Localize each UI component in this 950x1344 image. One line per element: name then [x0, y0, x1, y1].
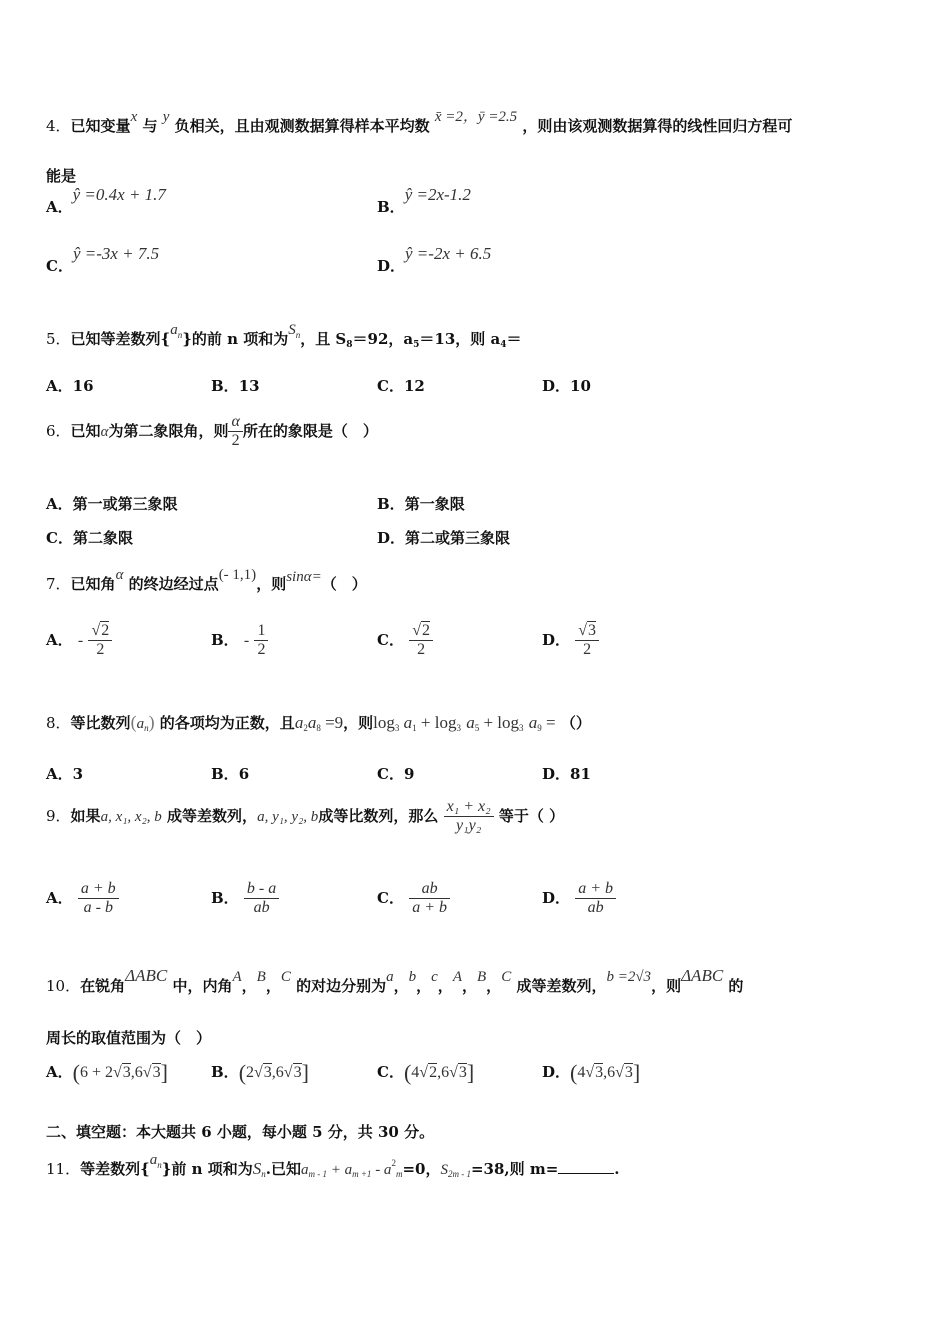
q7-option-a[interactable]: A． - $\frac{√2}{2}$ — [46, 622, 112, 660]
q5-option-d[interactable]: D．10 — [542, 377, 591, 395]
q6-option-c[interactable]: C．第二象限 — [46, 529, 133, 547]
q7-option-d[interactable]: D． $\frac{√3}{2}$ — [542, 622, 599, 660]
q4-option-a[interactable]: A．ŷ =0.4x + 1.7 — [46, 185, 166, 216]
q9-option-d[interactable]: D． $\frac{a + b}{ab}$ — [542, 880, 616, 918]
question-5: 5．已知等差数列$\{a^n\}$的前 n 项和为$S^n$，且 $S_8=92$，$a_5=13$，则 $a_4=$ — [46, 322, 522, 350]
question-4: 4．已知变量x 与 y 负相关，且由观测数据算得样本平均数 x̄ =2，ȳ =2.5 ，则由该观测数据算得的线性回归方程可 — [46, 109, 793, 135]
question-10: 10．在锐角ΔABC 中，内角A，B，C 的对边分别为a，b，c，A，B，C 成等差数列，b =2√3，则ΔABC 的 — [46, 966, 744, 995]
alpha-over-two: $\frac{\alpha}{2}$ — [228, 413, 242, 451]
point-coords: (- 1,1) — [218, 567, 257, 583]
q7-option-b[interactable]: B． - $\frac{1}{2}$ — [211, 622, 268, 660]
question-6: 6．已知α为第二象限角，则 $\frac{\alpha}{2}$ 所在的象限是（ ） — [46, 413, 378, 450]
q4-option-d[interactable]: D．ŷ =-2x + 6.5 — [377, 244, 492, 275]
question-9: 9．如果a, x₁, x₂, b 成等差数列，a, y₁, y₂, b成等比数列，那么 $\frac{\text{x₁ + x₂}}{\text{y₁y₂}}$ 等于（ ） — [46, 798, 565, 835]
q10-option-b[interactable]: B．(2√3,6√3] — [211, 1060, 309, 1085]
q8-option-c[interactable]: C．9 — [377, 765, 415, 783]
q5-option-a[interactable]: A．16 — [46, 377, 94, 395]
q6-option-b[interactable]: B．第一象限 — [377, 495, 465, 513]
q9-option-a[interactable]: A． $\frac{a + b}{a - b}$ — [46, 880, 119, 918]
q5-option-b[interactable]: B．13 — [211, 377, 260, 395]
q7-option-c[interactable]: C． $\frac{√2}{2}$ — [377, 622, 433, 660]
sample-means: x̄ =2，ȳ =2.5 — [434, 109, 518, 125]
q8-option-a[interactable]: A．3 — [46, 765, 84, 783]
answer-blank[interactable] — [558, 1173, 614, 1174]
question-4-cont: 能是 — [46, 167, 77, 185]
q9-option-b[interactable]: B． $\frac{b - a}{ab}$ — [211, 880, 279, 918]
question-10-cont: 周长的取值范围为（ ） — [46, 1029, 212, 1047]
q6-option-d[interactable]: D．第二或第三象限 — [377, 529, 511, 547]
q10-option-a[interactable]: A．(6 + 2√3,6√3] — [46, 1060, 168, 1085]
q8-option-b[interactable]: B．6 — [211, 765, 250, 783]
question-number: 4． — [46, 117, 71, 135]
section-heading: 二、填空题：本大题共 6 小题，每小题 5 分，共 30 分。 — [46, 1123, 435, 1141]
q4-option-c[interactable]: C．ŷ =-3x + 7.5 — [46, 244, 160, 275]
question-8: 8．等比数列$(a_n)$ 的各项均为正数，且$a_2a_8 =9$，则$\log_3 a_1 + \log_3 a_5 + \log_3 a_9$ = （） — [46, 712, 591, 733]
question-11: 11．等差数列$\{a^n\}$前 n 项和为$S_n$.已知$a_{m - 1} + a_{m +1} - a^2_m=0$，$S_{2m - 1}=38$,则 m= . — [46, 1152, 620, 1179]
q4-option-b[interactable]: B．ŷ =2x-1.2 — [377, 185, 471, 216]
q5-option-c[interactable]: C．12 — [377, 377, 425, 395]
q10-option-d[interactable]: D．(4√3,6√3] — [542, 1060, 641, 1085]
q10-option-c[interactable]: C．(4√2,6√3] — [377, 1060, 475, 1085]
sum-over-product: $\frac{\text{x₁ + x₂}}{\text{y₁y₂}}$ — [444, 798, 494, 836]
q6-option-a[interactable]: A．第一或第三象限 — [46, 495, 178, 513]
q8-option-d[interactable]: D．81 — [542, 765, 591, 783]
question-7: 7．已知角α 的终边经过点(- 1,1)，则sinα=（ ） — [46, 567, 367, 593]
q9-option-c[interactable]: C． $\frac{ab}{a + b}$ — [377, 880, 450, 918]
